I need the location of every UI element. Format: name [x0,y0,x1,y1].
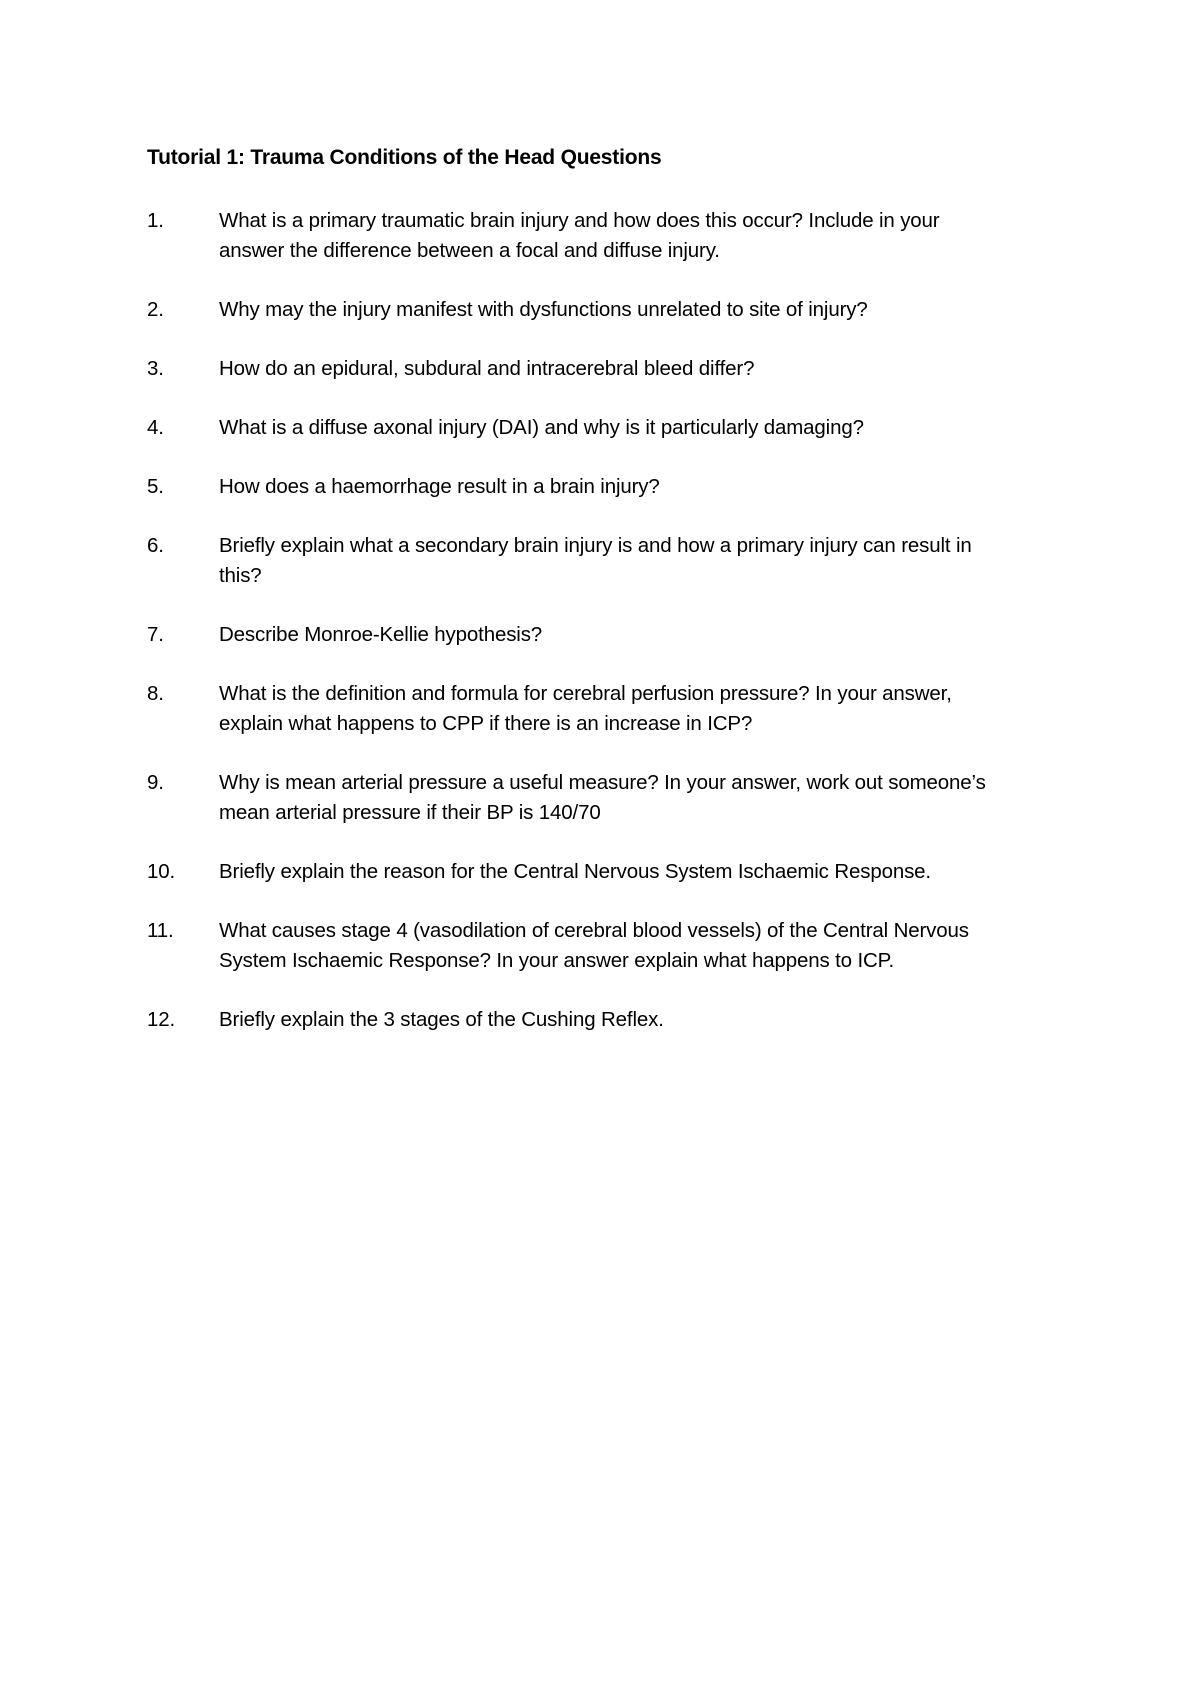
question-text: Briefly explain what a secondary brain injury is and how a primary injury can result in this? [219,534,972,587]
question-text: What is the definition and formula for cerebral perfusion pressure? In your answer, explain what happens to CPP if there is an increase in ICP? [219,682,952,735]
question-text: Briefly explain the reason for the Central Nervous System Ischaemic Response. [219,860,931,883]
question-item [147,472,1077,502]
question-list [147,206,1077,1064]
question-item [147,679,1077,739]
question-item [147,531,1077,591]
question-item [147,413,1077,443]
page-title: Tutorial 1: Trauma Conditions of the Head Questions [147,146,662,169]
question-number: 7. [147,623,164,646]
question-item [147,295,1077,325]
question-item [147,1005,1077,1035]
question-item [147,857,1077,887]
question-text: Describe Monroe-Kellie hypothesis? [219,623,543,646]
question-number: 6. [147,534,164,557]
question-number: 9. [147,771,164,794]
question-text: Why may the injury manifest with dysfunctions unrelated to site of injury? [219,298,868,321]
question-text: What causes stage 4 (vasodilation of cerebral blood vessels) of the Central Nervous System Ischaemic Response? In your answer explain what happens to ICP. [219,919,969,972]
question-number: 8. [147,682,164,705]
question-text: How does a haemorrhage result in a brain injury? [219,475,660,498]
question-text: What is a primary traumatic brain injury and how does this occur? Include in your answer the difference between a focal and diffuse injury. [219,209,940,262]
question-text: Briefly explain the 3 stages of the Cushing Reflex. [219,1008,664,1031]
question-number: 5. [147,475,164,498]
question-number: 11. [147,919,174,942]
question-item [147,620,1077,650]
question-text: What is a diffuse axonal injury (DAI) and why is it particularly damaging? [219,416,864,439]
question-item [147,768,1077,828]
question-item [147,916,1077,976]
question-text: How do an epidural, subdural and intracerebral bleed differ? [219,357,755,380]
question-text: Why is mean arterial pressure a useful measure? In your answer, work out someone’s mean arterial pressure if their BP is 140/70 [219,771,986,824]
question-number: 10. [147,860,176,883]
question-number: 1. [147,209,164,232]
question-number: 12. [147,1008,176,1031]
question-number: 4. [147,416,164,439]
question-item [147,354,1077,384]
question-item [147,206,1077,266]
question-number: 2. [147,298,164,321]
question-number: 3. [147,357,164,380]
